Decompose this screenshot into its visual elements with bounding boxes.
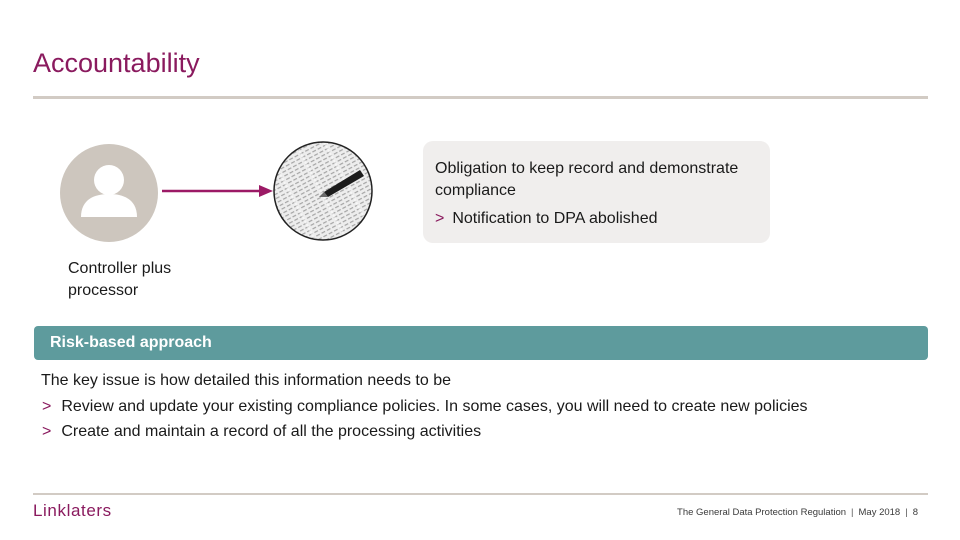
footer-date: May 2018 [858, 507, 901, 518]
arrow-icon [160, 180, 275, 202]
list-item-text: Review and update your existing compliance policies. In some cases, you will need to create new policies [61, 397, 808, 415]
list-item [41, 394, 921, 420]
footer-document: The General Data Protection Regulation [677, 507, 847, 518]
obligation-callout [423, 141, 770, 243]
list-item-text: Create and maintain a record of all the processing activities [61, 423, 482, 440]
page-number: 8 [912, 507, 918, 518]
section-banner [34, 326, 928, 360]
bullet-chevron: > [42, 397, 52, 415]
section-heading: Risk-based approach [50, 334, 212, 351]
actor-label: Controller plus processor [68, 260, 172, 299]
person-icon [59, 143, 159, 243]
company-logo: Linklaters [33, 501, 112, 520]
callout-text: Obligation to keep record and demonstrate compliance [435, 160, 739, 199]
callout-bullet-text: Notification to DPA abolished [452, 210, 658, 227]
risk-body [41, 368, 921, 445]
footer-info: The General Data Protection Regulation | May 2018 | 8 [677, 507, 918, 518]
title-divider [33, 96, 928, 99]
callout-bullet [435, 208, 658, 230]
document-with-pen-icon [272, 140, 374, 242]
footer-divider [33, 493, 928, 495]
bullet-chevron: > [435, 210, 445, 227]
risk-intro: The key issue is how detailed this information needs to be [41, 372, 452, 389]
list-item [41, 419, 921, 445]
bullet-chevron: > [42, 423, 52, 440]
slide-title: Accountability [33, 48, 200, 78]
